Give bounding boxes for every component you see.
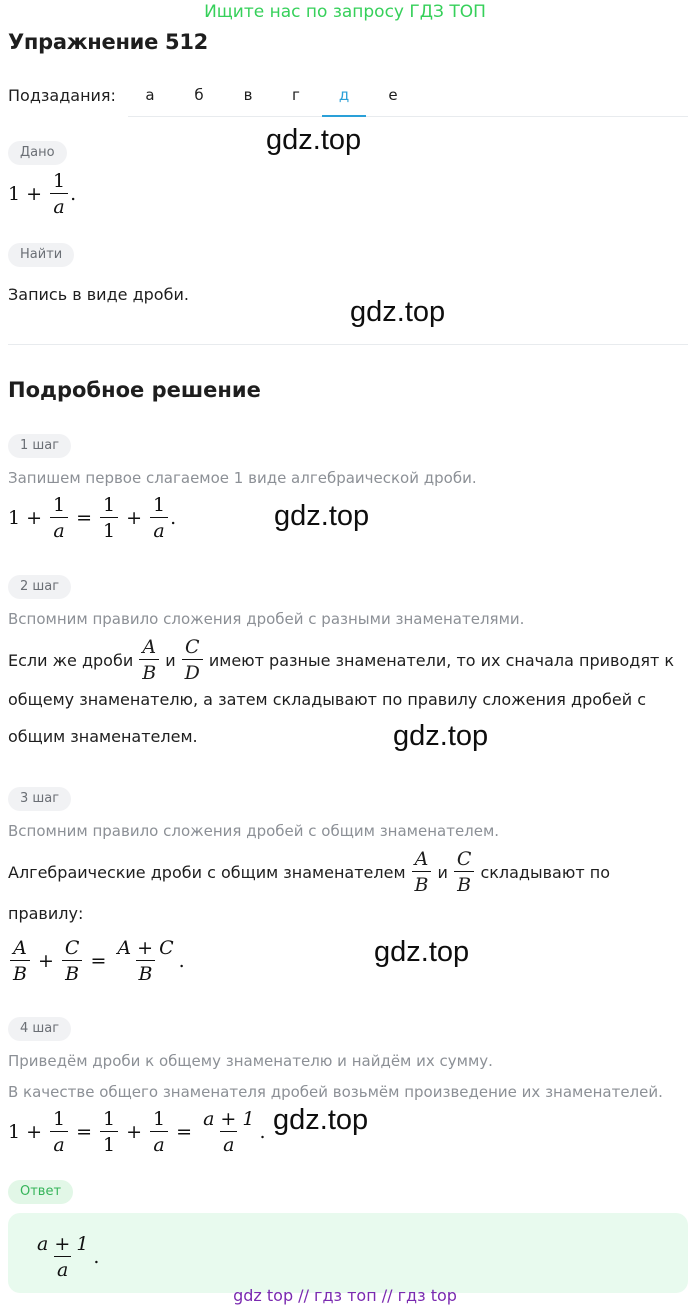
math-fraction: $\frac{1}{a}$ <box>50 170 68 218</box>
answer-chip-wrap <box>8 1180 73 1204</box>
promo-banner[interactable]: Ищите нас по запросу ГДЗ ТОП <box>204 2 486 22</box>
step-chip-wrap <box>8 1017 71 1041</box>
watermark: gdz.top <box>266 124 362 156</box>
step-1-expression: 1 + $\frac{1}{a}$ = $\frac{1}{1}$ + $\frac{1}{a}$ . <box>8 494 177 542</box>
watermark: gdz.top <box>274 500 370 532</box>
math-period: . <box>70 183 77 205</box>
given-chip-wrap <box>8 141 67 165</box>
step-chip-wrap <box>8 787 71 811</box>
solution-title: Подробное решение <box>8 378 261 402</box>
step-3-chip: 3 шаг <box>8 787 71 811</box>
page-title: Упражнение 512 <box>8 30 208 54</box>
tab-d[interactable]: д <box>322 86 366 117</box>
divider <box>8 344 688 345</box>
tab-b[interactable]: б <box>194 86 204 104</box>
find-text: Запись в виде дроби. <box>8 285 189 304</box>
step-3-expression: $\frac{A}{B}$ + $\frac{C}{B}$ = $\frac{A + C}{B}$ . <box>8 937 185 985</box>
subtasks-label: Подзадания: <box>8 86 116 105</box>
step-4-hint-1: Приведём дроби к общему знаменателю и найдём их сумму. <box>8 1052 493 1070</box>
step-2-line-2: общему знаменателю, а затем складывают по правилу сложения дробей с <box>8 690 647 709</box>
step-chip-wrap <box>8 575 71 599</box>
step-4-hint-2: В качестве общего знаменателя дробей возьмём произведение их знаменателей. <box>8 1083 663 1101</box>
answer-box <box>8 1213 688 1293</box>
step-2-line-3: общим знаменателем. <box>8 727 198 746</box>
step-2-line-1: Если же дроби $\frac{A}{B}$ и $\frac{C}{D}$ имеют разные знаменатели, то их сначала приводят к <box>8 636 675 684</box>
subtasks-tabs <box>128 76 688 117</box>
step-2-hint: Вспомним правило сложения дробей с разными знаменателями. <box>8 610 525 628</box>
watermark: gdz.top <box>350 296 446 328</box>
tab-e[interactable]: е <box>388 86 398 104</box>
step-2-chip: 2 шаг <box>8 575 71 599</box>
answer-expression: $\frac{a + 1}{a}$ . <box>37 1233 100 1281</box>
find-chip: Найти <box>8 243 74 267</box>
math-term: 1 <box>8 183 21 205</box>
step-chip-wrap <box>8 434 71 458</box>
watermark: gdz.top <box>273 1104 369 1136</box>
step-4-expression: 1 + $\frac{1}{a}$ = $\frac{1}{1}$ + $\frac{1}{a}$ = $\frac{a + 1}{a}$ . <box>8 1108 266 1156</box>
watermark: gdz.top <box>374 936 470 968</box>
step-1-hint: Запишем первое слагаемое 1 виде алгебраической дроби. <box>8 469 477 487</box>
tab-a[interactable]: а <box>145 86 155 104</box>
math-operator: + <box>26 183 43 205</box>
find-chip-wrap <box>8 243 74 267</box>
step-4-chip: 4 шаг <box>8 1017 71 1041</box>
step-1-chip: 1 шаг <box>8 434 71 458</box>
watermark: gdz.top <box>393 720 489 752</box>
answer-chip: Ответ <box>8 1180 73 1204</box>
tab-g[interactable]: г <box>292 86 300 104</box>
given-chip: Дано <box>8 141 67 165</box>
step-3-line-2: правилу: <box>8 904 84 923</box>
footer-links[interactable]: gdz top // гдз топ // гдз top <box>233 1286 457 1305</box>
step-3-hint: Вспомним правило сложения дробей с общим знаменателем. <box>8 822 500 840</box>
tab-v[interactable]: в <box>243 86 253 104</box>
step-3-line-1: Алгебраические дроби с общим знаменателем $\frac{A}{B}$ и $\frac{C}{B}$ складывают по <box>8 848 610 896</box>
given-expression <box>8 170 76 218</box>
